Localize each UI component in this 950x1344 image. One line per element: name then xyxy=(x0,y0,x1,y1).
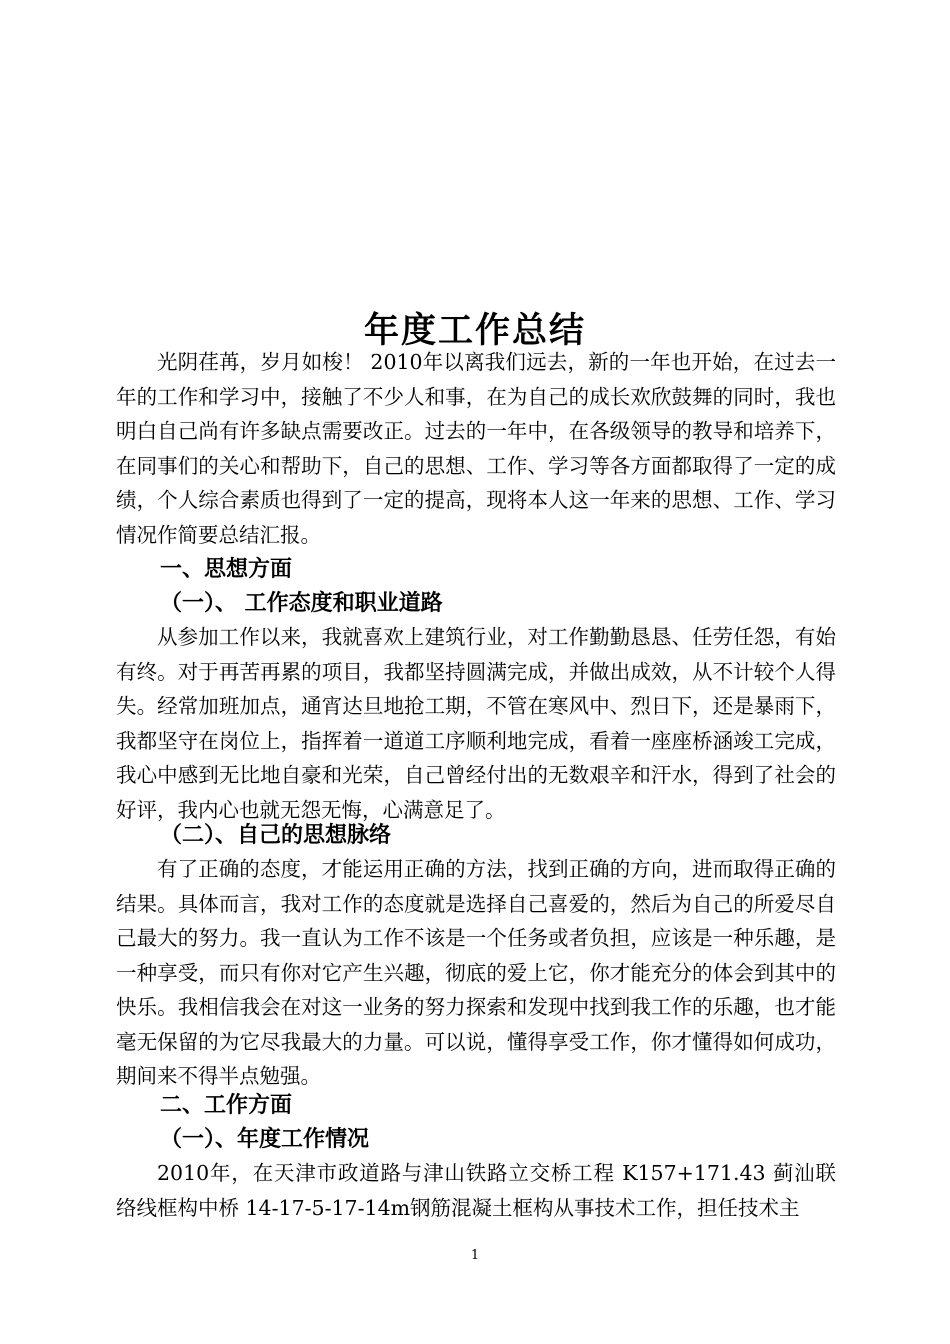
intro-paragraph: 光阴荏苒，岁月如梭！ 2010年以离我们远去，新的一年也开始，在过去一年的工作和学习中，接触了不少人和事，在为自己的成长欢欣鼓舞的同时，我也明白自己尚有许多缺点需要改正。过去的一年中，在各级领导的教导和培养下，在同事们的关心和帮助下，自己的思想、工作、学习等各方面都取得了一定的成绩，个人综合素质也得到了一定的提高，现将本人这一年来的思想、工作、学习情况作简要总结汇报。 xyxy=(116,350,836,547)
annual-work-paragraph: 2010年，在天津市政道路与津山铁路立交桥工程 K157+171.43 蓟汕联络线框构中桥 14-17-5-17-14m钢筋混凝土框构从事技术工作，担任技术主 xyxy=(116,1161,836,1220)
section-heading-work: 二、工作方面 xyxy=(160,1092,293,1118)
thought-context-paragraph: 有了正确的态度，才能运用正确的方法，找到正确的方向，进而取得正确的结果。具体而言，我对工作的态度就是选择自己喜爱的，然后为自己的所爱尽自己最大的努力。我一直认为工作不该是一个任务或者负担，应该是一种乐趣，是一种享受，而只有你对它产生兴趣，彻底的爱上它，你才能充分的体会到其中的快乐。我相信我会在对这一业务的努力探索和发现中找到我工作的乐趣，也才能毫无保留的为它尽我最大的力量。可以说，懂得享受工作，你才懂得如何成功，期间来不得半点勉强。 xyxy=(116,857,836,1088)
subsection-heading-thought-context: （二）、自己的思想脉络 xyxy=(160,822,392,848)
work-attitude-paragraph: 从参加工作以来，我就喜欢上建筑行业，对工作勤勤恳恳、任劳任怨，有始有终。对于再苦再累的项目，我都坚持圆满完成，并做出成效，从不计较个人得失。经常加班加点，通宵达旦地抢工期，不管在寒风中、烈日下，还是暴雨下，我都坚守在岗位上，指挥着一道道工序顺利地完成，看着一座座桥涵竣工完成，我心中感到无比地自豪和光荣，自己曾经付出的无数艰辛和汗水，得到了社会的好评，我内心也就无怨无悔，心满意足了。 xyxy=(116,625,836,822)
document-title: 年度工作总结 xyxy=(363,310,586,351)
section-heading-thought: 一、思想方面 xyxy=(160,556,293,582)
subsection-heading-work-attitude: （一）、 工作态度和职业道路 xyxy=(160,590,443,616)
page-number: 1 xyxy=(470,1248,480,1263)
subsection-heading-annual-work: （一）、年度工作情况 xyxy=(160,1126,370,1152)
